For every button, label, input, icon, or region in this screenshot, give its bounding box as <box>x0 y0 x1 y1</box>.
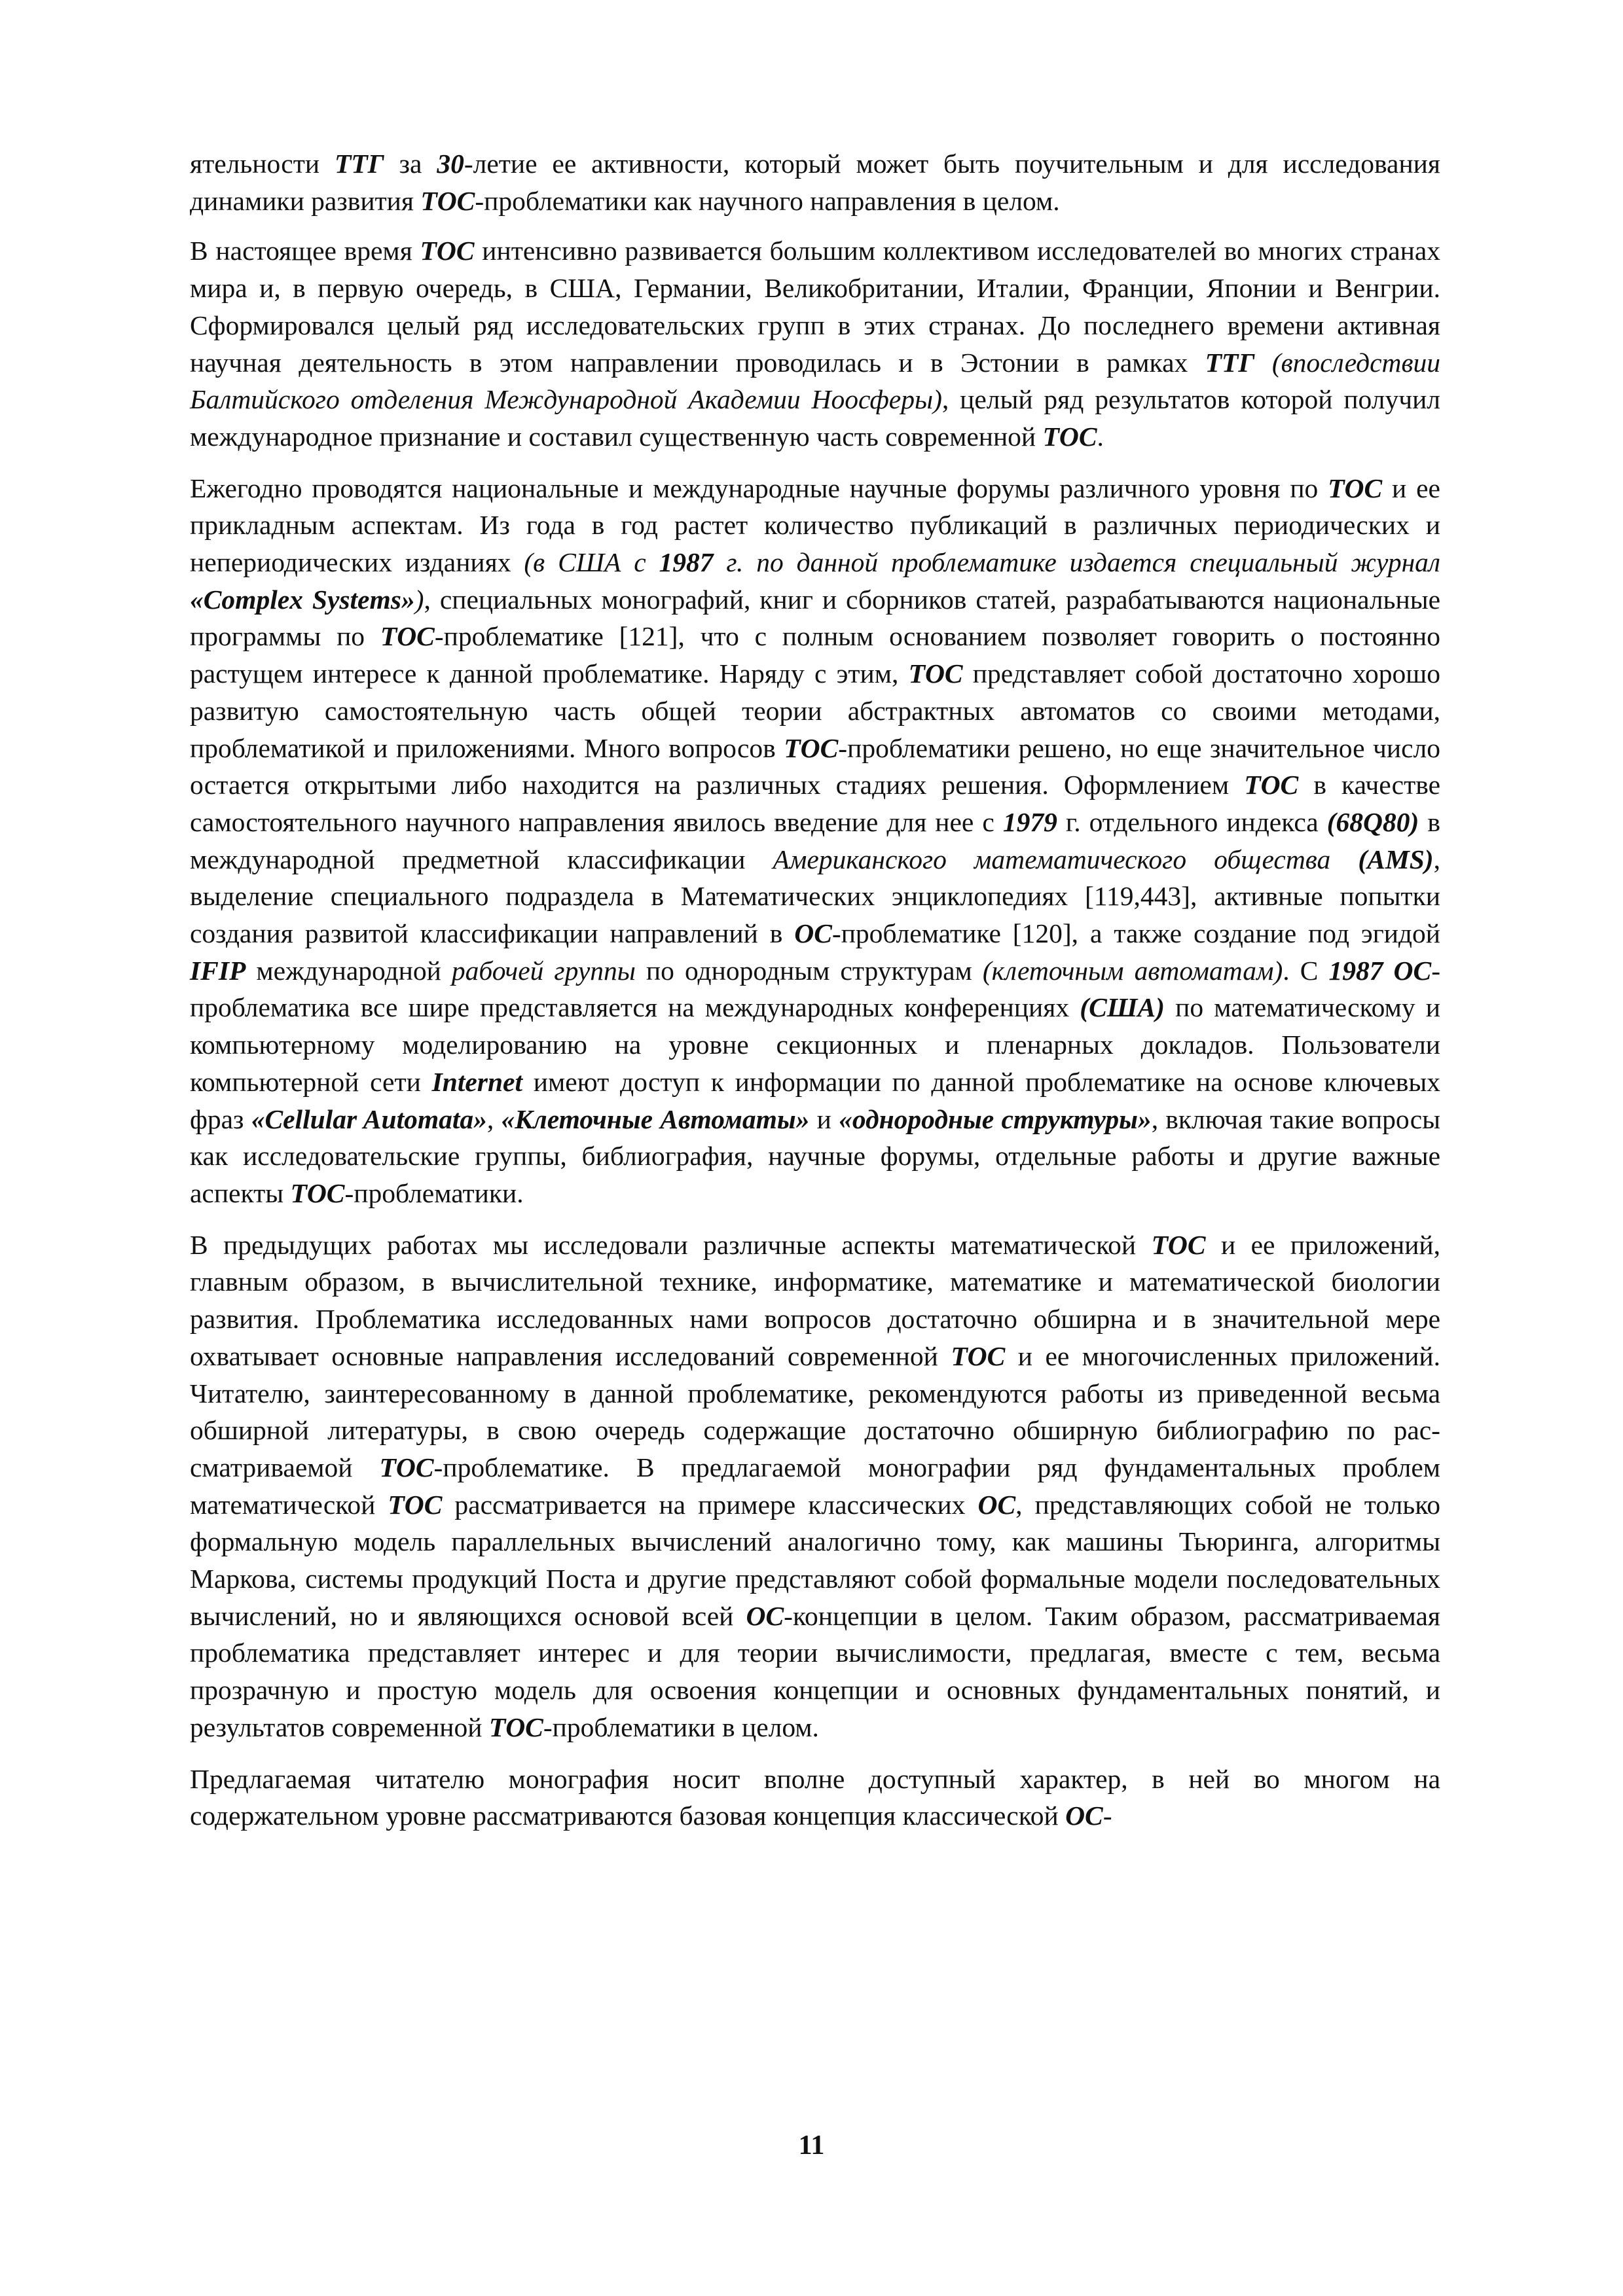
italic-text: рабочей группы <box>451 955 636 986</box>
text-run: Предлагаемая читателю монография носит вполне доступный характер, в ней во многом на содержательном уровне рассматриваются базовая концепция классической <box>190 1763 1440 1831</box>
emphasis-term: ОС <box>1393 955 1432 986</box>
text-run: по математическому и компьютерному моделированию на уровне секционных и пленарных докладов. Пользователи компьютерной сети <box>190 992 1440 1097</box>
emphasis-term: (США) <box>1080 992 1165 1023</box>
emphasis-term: ТОС <box>420 185 475 216</box>
emphasis-term: ОС <box>977 1489 1016 1520</box>
emphasis-term: 1987 <box>659 547 714 578</box>
text-run: , выделение специального подраздела в Математических энциклопедиях [119,443], активные попытки создания развитой классификации направлений в <box>190 844 1441 949</box>
paragraph <box>190 145 1440 219</box>
text-run: -летие ее активности, который может быть поучительным и для исследования динамики развития <box>190 149 1440 216</box>
emphasis-term: ТОС <box>1244 770 1299 800</box>
emphasis-term: ТОС <box>420 236 475 266</box>
text-run: г. отдельного индекса <box>1057 806 1327 837</box>
text-run: ятельности <box>190 149 335 179</box>
emphasis-term: (AMS) <box>1358 844 1434 874</box>
text-run: по однородным структурам <box>635 955 983 986</box>
emphasis-term: 1987 <box>1328 955 1383 986</box>
page-body <box>190 145 1440 1849</box>
emphasis-term: ТОС <box>1042 421 1097 452</box>
text-run: , <box>486 1103 501 1134</box>
italic-text: (в США с <box>524 547 659 578</box>
italic-text: Американского математического общества <box>773 844 1331 874</box>
emphasis-term: ТОС <box>488 1712 543 1742</box>
emphasis-term: ТОС <box>908 658 963 689</box>
emphasis-term: ОС <box>1065 1801 1103 1831</box>
emphasis-term: 30 <box>437 149 464 179</box>
text-run <box>1383 956 1393 986</box>
paragraph <box>190 232 1440 455</box>
emphasis-term: ТОС <box>388 1489 443 1520</box>
text-run: В настоящее время <box>190 236 420 266</box>
text-run: - <box>1103 1801 1112 1831</box>
text-run: в качестве самостоятельного научного направления явилось введение для нее с <box>190 770 1441 837</box>
text-run: рассматривается на примере классических <box>442 1489 978 1520</box>
text-run: . <box>1097 421 1104 452</box>
emphasis-term: ТТГ <box>334 149 384 179</box>
emphasis-term: «однородные структуры» <box>839 1103 1152 1134</box>
emphasis-term: «Complex Systems» <box>190 584 415 615</box>
emphasis-term: IFIP <box>190 955 246 986</box>
text-run: имеют доступ к информации по данной проблематике на основе ключевых фраз <box>190 1066 1440 1134</box>
emphasis-term: ОС <box>746 1600 784 1631</box>
text-run: -проблематики как научного направления в целом. <box>475 185 1060 216</box>
emphasis-term: Internet <box>431 1066 522 1097</box>
text-run: -проблематике [121], что с полным основанием позволяет говорить о постоянно растущем интересе к данной проблематике. Наряду с этим, <box>190 621 1440 689</box>
italic-text: (клеточным автоматам) <box>982 955 1283 986</box>
paragraph <box>190 1761 1440 1835</box>
text-run: -проблематике. В предлагаемой монографии ряд фундаментальных проблем математической <box>190 1452 1441 1520</box>
italic-text: (впоследствии Балтийского отделения Международной Академии Ноосферы) <box>190 347 1440 415</box>
text-run: . С <box>1283 955 1329 986</box>
italic-text: г. по данной проблематике издается специальный журнал <box>713 547 1441 578</box>
text-run: -проблематики решено, но еще значительное число остается открытыми либо находится на различных стадиях решения. Оформлением <box>190 732 1441 800</box>
emphasis-term: 1979 <box>1002 806 1057 837</box>
text-run: Ежегодно проводятся национальные и международные научные форумы различного уровня по <box>190 473 1328 503</box>
text-run: -проблематика все шире представляется на международных конференциях <box>190 955 1441 1023</box>
emphasis-term: (68Q80) <box>1326 806 1419 837</box>
text-run: -концепции в целом. Таким образом, рассматриваемая проблематика представляет интерес и для теории вычислимости, предлагая, вместе с тем, весьма прозрачную и простую модель для освоения концепции и основных фундаментальных понятий, и результатов современной <box>190 1600 1441 1742</box>
text-run: и <box>809 1103 839 1134</box>
text-run: и ее многочисленных приложений. Читателю, заинтересованному в данной проблематике, рекомендуются работы из приведенной весьма обширной литературы, в свою очередь содержащие достаточно обширную библиографию по рассматриваемой <box>190 1340 1440 1482</box>
emphasis-term: «Клеточные Автоматы» <box>501 1103 810 1134</box>
text-run: интенсивно развивается большим коллективом исследователей во многих странах мира и, в первую очередь, в США, Германии, Великобритании, Италии, Франции, Японии и Венгрии. Сформировался целый ряд исследовательских групп в этих странах. До последнего времени активная научная деятельность в этом направлении проводилась и в Эстонии в рамках <box>190 236 1440 378</box>
emphasis-term: «Cellular Automata» <box>251 1103 487 1134</box>
text-run: , специальных монографий, книг и сборников статей, разрабатываются национальные программы по <box>190 584 1440 652</box>
text-run: , включая такие вопросы как исследовательские группы, библиография, научные форумы, отдельные работы и другие важные аспекты <box>190 1103 1440 1208</box>
text-run: -проблематике [120], а также создание под эгидой <box>831 918 1441 949</box>
emphasis-term: ТОС <box>290 1177 345 1208</box>
emphasis-term: ТОС <box>1151 1229 1206 1260</box>
text-run: -проблематики. <box>344 1177 524 1208</box>
emphasis-term: ТОС <box>380 621 435 652</box>
text-run: и ее приложений, главным образом, в вычислительной технике, информатике, математике и математической биологии развития. Проблематика исследованных нами вопросов достаточно обширна и в значительной мере охватывает основные направления исследований современной <box>190 1229 1440 1371</box>
text-run <box>1330 844 1358 874</box>
page-number: 11 <box>798 2130 825 2161</box>
emphasis-term: ТОС <box>1328 473 1383 503</box>
text-run: , представляющих собой не только формальную модель параллельных вычислений аналогично тому, как машины Тьюринга, алгоритмы Маркова, системы продукций Поста и другие представляют собой формальные модели последовательных вычислений, но и являющихся основой всей <box>190 1489 1441 1631</box>
emphasis-term: ТТГ <box>1205 347 1255 378</box>
italic-text: ) <box>414 584 424 615</box>
text-run: представляет собой достаточно хорошо развитую самостоятельную часть общей теории абстрактных автоматов со своими методами, проблематикой и приложениями. Много вопросов <box>190 658 1440 763</box>
text-run: , целый ряд результатов которой получил международное признание и составил существенную часть современной <box>190 384 1440 452</box>
paragraph <box>190 470 1440 1212</box>
text-run: за <box>384 149 437 179</box>
emphasis-term: ТОС <box>784 732 839 763</box>
emphasis-term: ОС <box>794 918 832 949</box>
text-run: В предыдущих работах мы исследовали различные аспекты математической <box>190 1229 1152 1260</box>
paragraph <box>190 1227 1440 1746</box>
text-run: и ее прикладным аспектам. Из года в год растет количество публикаций в различных периодических и непериодических изданиях <box>190 473 1440 578</box>
emphasis-term: ТОС <box>951 1340 1006 1371</box>
text-run: в международной предметной классификации <box>190 806 1440 874</box>
emphasis-term: ТОС <box>379 1452 434 1482</box>
text-run: международной <box>246 955 452 986</box>
text-run: -проблематики в целом. <box>543 1712 819 1742</box>
